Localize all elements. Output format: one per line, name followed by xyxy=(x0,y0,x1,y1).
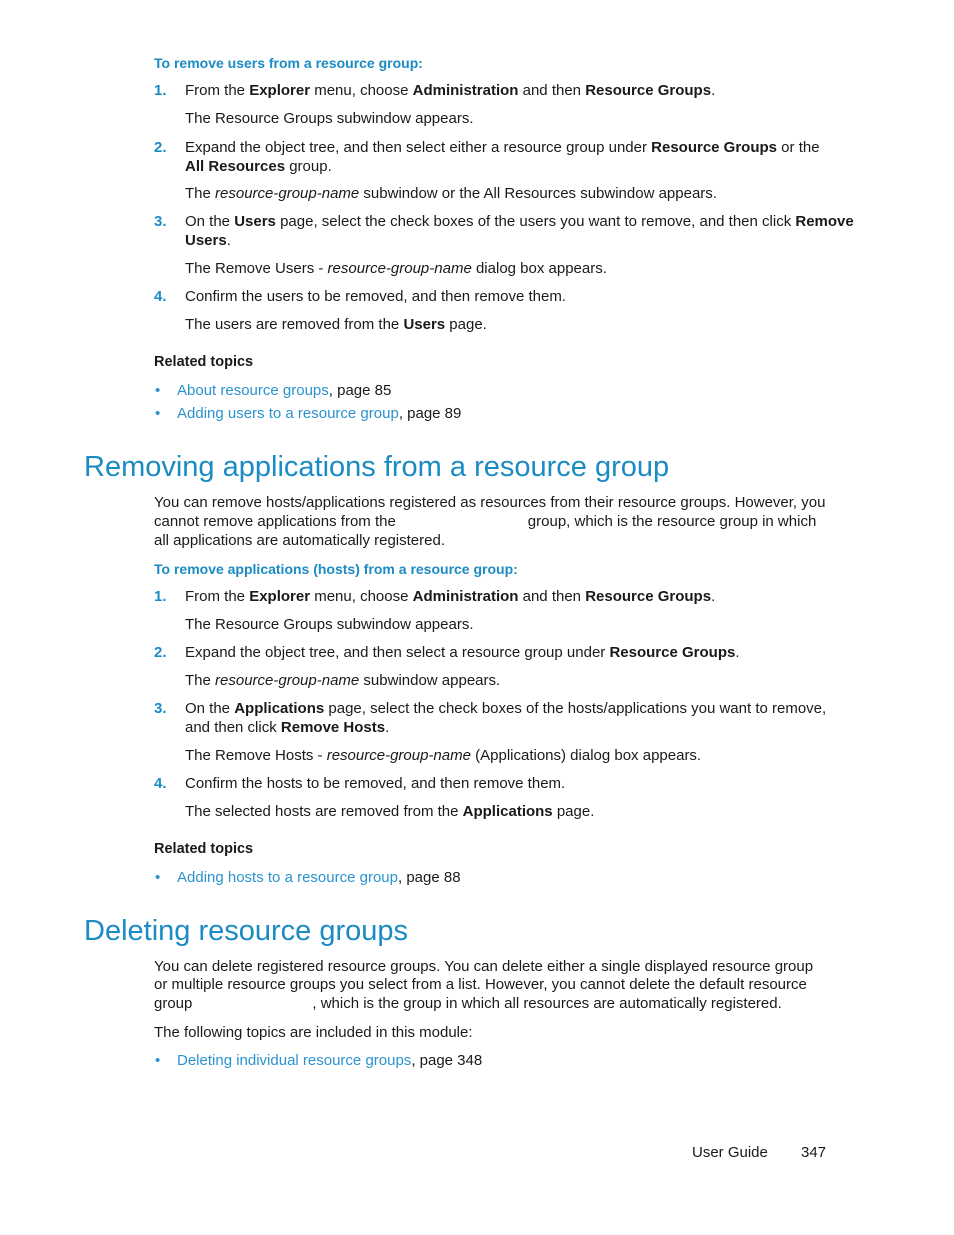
section-heading: Removing applications from a resource group xyxy=(84,451,670,483)
bullet: • xyxy=(155,1052,161,1069)
step-number: 3. xyxy=(154,213,167,230)
step-result: The Resource Groups subwindow appears. xyxy=(185,616,474,633)
step-number: 4. xyxy=(154,288,167,305)
paragraph-line: You can delete registered resource groups. You can delete either a single displayed resource group xyxy=(154,958,814,975)
procedure-title: To remove applications (hosts) from a resource group: xyxy=(154,561,518,577)
footer-label: User Guide xyxy=(692,1144,768,1161)
intro-text: The following topics are included in this module: xyxy=(154,1024,473,1041)
step-result: The selected hosts are removed from the Applications page. xyxy=(185,803,595,820)
procedure-title: To remove users from a resource group: xyxy=(154,55,423,71)
step-text-cont: All Resources group. xyxy=(185,158,332,175)
step-number: 3. xyxy=(154,700,167,717)
paragraph-line: You can remove hosts/applications registered as resources from their resource groups. However, you xyxy=(154,494,826,511)
step-text: On the Users page, select the check boxes of the users you want to remove, and then click Remove xyxy=(185,213,854,230)
bullet: • xyxy=(155,405,161,422)
step-text: From the Explorer menu, choose Administration and then Resource Groups. xyxy=(185,82,716,99)
step-number: 2. xyxy=(154,139,167,156)
related-link[interactable]: Adding users to a resource group xyxy=(177,405,399,422)
step-text: From the Explorer menu, choose Administration and then Resource Groups. xyxy=(185,588,716,605)
paragraph-line: or multiple resource groups you select from a list. However, you cannot delete the default resource xyxy=(154,976,807,993)
related-item: Deleting individual resource groups, page 348 xyxy=(177,1052,483,1069)
related-topics-label: Related topics xyxy=(154,841,254,857)
related-link[interactable]: Deleting individual resource groups xyxy=(177,1052,412,1069)
related-link[interactable]: About resource groups xyxy=(177,382,329,399)
related-item: Adding hosts to a resource group, page 88 xyxy=(177,869,461,886)
step-result: The resource-group-name subwindow or the All Resources subwindow appears. xyxy=(185,185,717,202)
step-number: 1. xyxy=(154,82,167,99)
step-number: 2. xyxy=(154,644,167,661)
paragraph-line: all applications are automatically registered. xyxy=(154,532,445,549)
step-text: Expand the object tree, and then select a resource group under Resource Groups. xyxy=(185,644,740,661)
step-result: The Remove Users - resource-group-name dialog box appears. xyxy=(185,260,607,277)
step-text: Expand the object tree, and then select either a resource group under Resource Groups or the xyxy=(185,139,820,156)
page-number: 347 xyxy=(801,1144,827,1161)
step-text: Confirm the users to be removed, and then remove them. xyxy=(185,288,567,305)
step-text-cont: and then click Remove Hosts. xyxy=(185,719,390,736)
step-result: The resource-group-name subwindow appears. xyxy=(185,672,501,689)
related-item: Adding users to a resource group, page 89 xyxy=(177,405,462,422)
step-result: The Remove Hosts - resource-group-name (Applications) dialog box appears. xyxy=(185,747,702,764)
related-item: About resource groups, page 85 xyxy=(177,382,392,399)
bullet: • xyxy=(155,382,161,399)
step-number: 4. xyxy=(154,775,167,792)
step-result: The users are removed from the Users page. xyxy=(185,316,487,333)
step-number: 1. xyxy=(154,588,167,605)
related-topics-label: Related topics xyxy=(154,354,254,370)
step-text: Confirm the hosts to be removed, and then remove them. xyxy=(185,775,566,792)
bullet: • xyxy=(155,869,161,886)
step-result: The Resource Groups subwindow appears. xyxy=(185,110,474,127)
section-heading: Deleting resource groups xyxy=(84,915,409,947)
step-text: On the Applications page, select the check boxes of the hosts/applications you want to remove, xyxy=(185,700,827,717)
related-link[interactable]: Adding hosts to a resource group xyxy=(177,869,398,886)
step-text-cont: Users. xyxy=(185,232,231,249)
paragraph-line: cannot remove applications from the group, which is the resource group in which xyxy=(154,513,817,530)
paragraph-line: group , which is the group in which all resources are automatically registered. xyxy=(154,995,782,1012)
